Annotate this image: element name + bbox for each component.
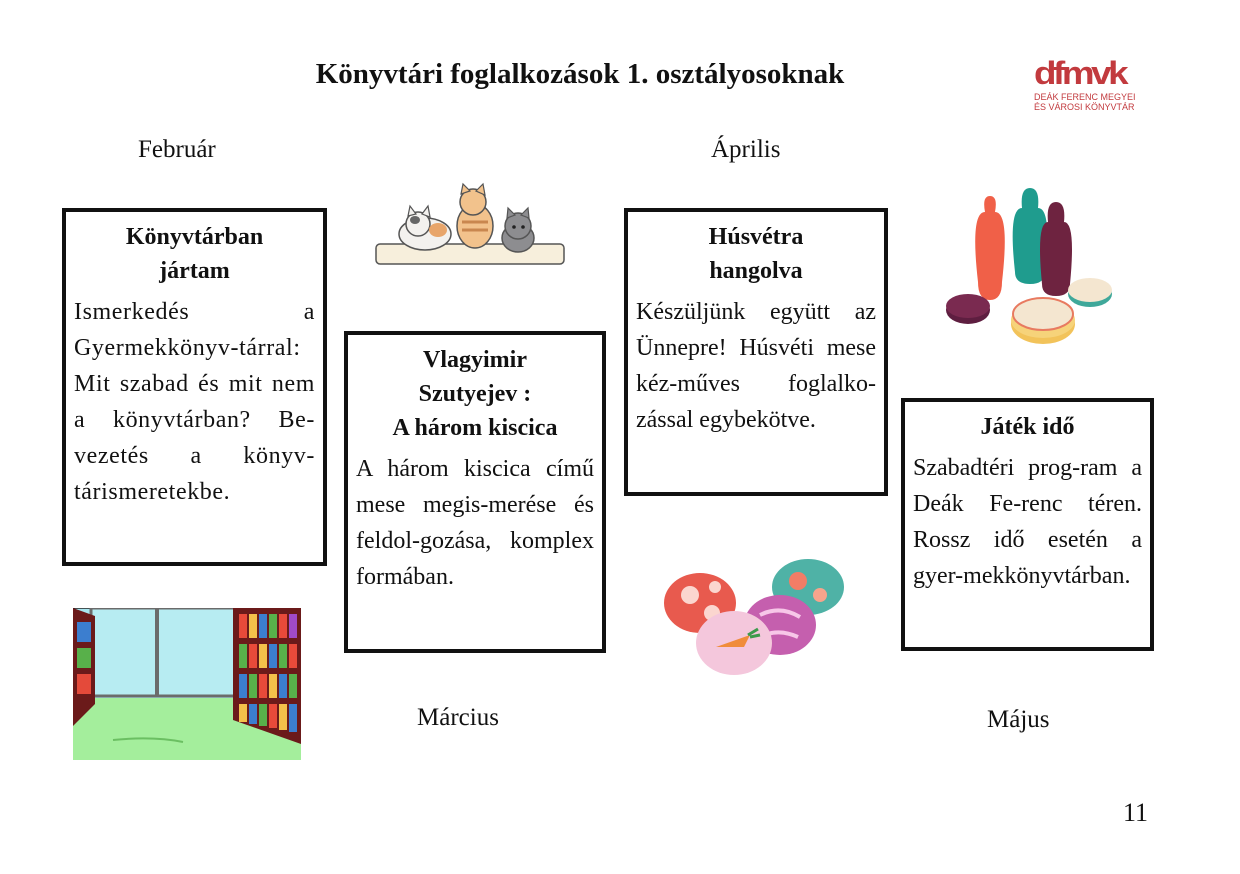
cats-illustration [370,182,570,272]
card-heading: Vlagyimir Szutyejev : A három kiscica [392,347,558,441]
card-body: A három kiscica című mese megis-merése és feldol-gozása, komplex formában. [356,456,594,590]
month-label-april: Április [711,136,781,163]
page-number: 11 [1122,798,1148,827]
card-play-time [901,398,1154,651]
logo-line-2: ÉS VÁROSI KÖNYVTÁR [1034,102,1135,112]
logo-mark: dfmvk [1034,55,1126,91]
card-easter [624,208,888,496]
card-body: Ismerkedés a Gyermekkönyv-tárral: Mit szabad és mit nem a könyvtárban? Be-vezetés a könyv-tárismeretekbe. [74,299,315,505]
card-three-kittens [344,331,606,653]
game-pieces-illustration [940,182,1120,352]
card-library-visit [62,208,327,566]
month-label-march: Március [417,704,499,731]
card-body: Készüljünk együtt az Ünnepre! Húsvéti mese kéz-műves foglalko-zással egybekötve. [636,299,876,433]
card-body: Szabadtéri prog-ram a Deák Fe-renc téren. Rossz idő esetén a gyer-mekkönyvtárban. [913,455,1142,589]
easter-eggs-illustration [660,555,850,680]
logo-line-1: DEÁK FERENC MEGYEI [1034,92,1136,102]
page-title: Könyvtári foglalkozások 1. osztályosoknak [315,58,845,90]
card-heading: Játék idő [980,414,1075,440]
card-heading: Húsvétra hangolva [708,224,804,284]
month-label-may: Május [987,706,1050,733]
library-room-illustration [73,608,301,760]
month-label-february: Február [138,136,216,163]
card-heading: Könyvtárban jártam [125,224,264,284]
library-logo [1034,55,1154,120]
